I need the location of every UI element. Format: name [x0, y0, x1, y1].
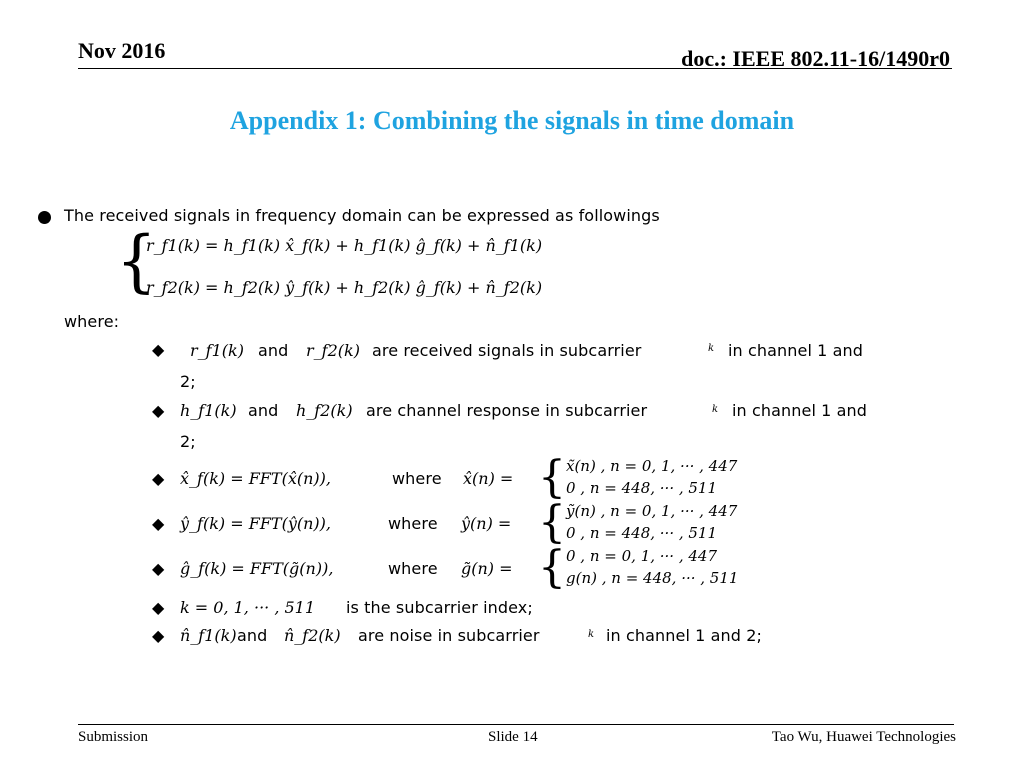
item5-def: g̃(n) = — [461, 559, 513, 578]
item1-m1: r_f1(k) — [190, 341, 244, 360]
item7-and: and — [237, 626, 268, 645]
item7-m1: n̂_f1(k) — [180, 626, 237, 645]
diamond-bullet-icon: ◆ — [152, 469, 165, 488]
item3-where: where — [392, 469, 442, 488]
item2-text: are channel response in subcarrier — [366, 401, 648, 420]
item1-k: k — [708, 343, 715, 354]
item4-case1: ỹ(n) , n = 0, 1, ··· , 447 — [566, 502, 738, 520]
diamond-bullet-icon: ◆ — [152, 559, 165, 578]
left-brace-icon: { — [538, 452, 566, 503]
item7-m2: n̂_f2(k) — [284, 626, 341, 645]
item5-case1: 0 , n = 0, 1, ··· , 447 — [566, 547, 718, 565]
diamond-bullet-icon: ◆ — [152, 514, 165, 533]
item7-k: k — [588, 629, 595, 640]
item6-text: is the subcarrier index; — [346, 598, 533, 617]
left-brace-icon: { — [538, 542, 566, 593]
slide-title: Appendix 1: Combining the signals in time domain — [229, 106, 795, 135]
diamond-bullet-icon: ◆ — [152, 598, 165, 617]
item3-lhs: x̂_f(k) = FFT(x̂(n)), — [180, 469, 331, 488]
item4-lhs: ŷ_f(k) = FFT(ŷ(n)), — [180, 514, 331, 533]
item3-case1: x̃(n) , n = 0, 1, ··· , 447 — [566, 457, 738, 475]
item2-and: and — [248, 401, 279, 420]
footer-divider — [78, 724, 954, 725]
item2-tail: in channel 1 and — [732, 401, 868, 420]
item2-k: k — [712, 404, 719, 415]
item6-range: k = 0, 1, ··· , 511 — [180, 598, 316, 617]
left-brace-icon: { — [538, 497, 566, 548]
item1-cont: 2; — [180, 372, 196, 391]
item1-and: and — [258, 341, 289, 360]
left-brace-icon: { — [116, 223, 157, 301]
footer-submission: Submission — [78, 729, 149, 745]
item4-def: ŷ(n) = — [461, 514, 512, 533]
item2-m1: h_f1(k) — [180, 401, 237, 420]
item4-where: where — [388, 514, 438, 533]
where-label: where: — [64, 312, 120, 331]
footer-author: Tao Wu, Huawei Technologies — [771, 729, 956, 745]
bullet-dot-icon — [38, 211, 51, 224]
footer-slide-number: Slide 14 — [488, 729, 538, 745]
item2-cont: 2; — [180, 432, 196, 451]
item1-text: are received signals in subcarrier — [372, 341, 642, 360]
item5-where: where — [388, 559, 438, 578]
diamond-bullet-icon: ◆ — [152, 401, 165, 420]
item7-text: are noise in subcarrier — [358, 626, 540, 645]
item1-tail: in channel 1 and — [728, 341, 864, 360]
header-date: Nov 2016 — [78, 38, 166, 63]
item1-m2: r_f2(k) — [306, 341, 360, 360]
equation-2: r_f2(k) = h_f2(k) ŷ_f(k) + h_f2(k) ĝ_f(k) + n̂_f2(k) — [146, 278, 543, 297]
item5-lhs: ĝ_f(k) = FFT(g̃(n)), — [180, 559, 334, 578]
item4-case2: 0 , n = 448, ··· , 511 — [566, 524, 718, 542]
equation-1: r_f1(k) = h_f1(k) x̂_f(k) + h_f1(k) ĝ_f(k) + n̂_f1(k) — [146, 236, 543, 255]
item5-case2: g(n) , n = 448, ··· , 511 — [566, 569, 739, 587]
item3-def: x̂(n) = — [463, 469, 514, 488]
item2-m2: h_f2(k) — [296, 401, 353, 420]
diamond-bullet-icon: ◆ — [152, 340, 165, 359]
intro-text: The received signals in frequency domain can be expressed as followings — [64, 206, 660, 225]
diamond-bullet-icon: ◆ — [152, 626, 165, 645]
header-doc-id: doc.: IEEE 802.11-16/1490r0 — [681, 46, 950, 71]
item7-tail: in channel 1 and 2; — [606, 626, 762, 645]
item3-case2: 0 , n = 448, ··· , 511 — [566, 479, 718, 497]
